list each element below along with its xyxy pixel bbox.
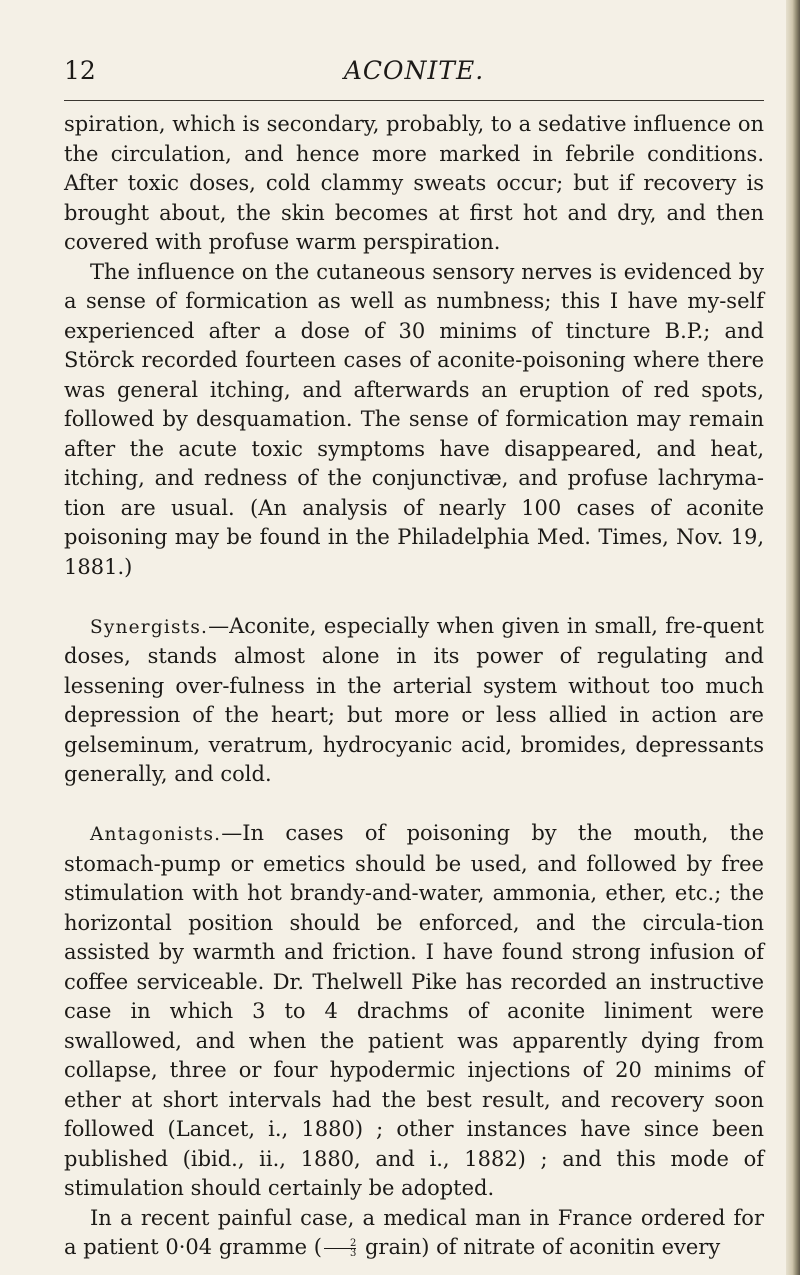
synergists-text: —Aconite, especially when given in small, fre-quent doses, stands almost alone in its power of regulating and lessening over-fulness in the arterial system without too much depression of the heart; but more or less allied in action are gelseminum, veratrum, hydrocyanic acid, bromides, depressants generally, and cold. [64,613,764,786]
paragraph-synergists [64,612,764,790]
fraction-numerator: 2 [324,1239,356,1249]
paragraph-cutaneous-nerves: The influence on the cutaneous sensory nerves is evidenced by a sense of formication as well as numbness; this I have my-self experienced after a dose of 30 minims of tincture B.P.; and Störck recorded fourteen cases of aconite-poisoning where there was general itching, and afterwards an eruption of red spots, followed by desquamation. The sense of formication may remain after the acute toxic symptoms have disappeared, and heat, itching, and redness of the conjunctivæ, and profuse lachryma-tion are usual. (An analysis of nearly 100 cases of aconite poisoning may be found in the Philadelphia Med. Times, Nov. 19, 1881.) [64,259,764,579]
fraction-denominator: 3 [349,1248,357,1259]
page-header [64,56,764,90]
body-text [64,110,764,1263]
antagonists-heading: Antagonists. [90,824,222,845]
paragraph-continuation: spiration, which is secondary, probably, to a sedative influence on the circulation, and hence more marked in febrile conditions. After toxic doses, cold clammy sweats occur; but if recovery is brought about, the skin becomes at first hot and dry, and then covered with profuse warm perspiration. [64,112,764,254]
fraction-two-thirds [324,1239,356,1258]
recent-case-text-end: grain) of nitrate of aconitin every [358,1235,721,1259]
page-number: 12 [64,56,96,85]
synergists-heading: Synergists. [90,616,209,638]
paragraph-recent-case [64,1204,764,1263]
running-title: ACONITE. [343,56,485,85]
header-rule [64,100,764,101]
page-edge-shadow [786,0,800,1275]
antagonists-text: —In cases of poisoning by the mouth, the stomach-pump or emetics should be used, and followed by free stimulation with hot brandy-and-water, ammonia, ether, etc.; the horizontal position should be enforced, and the circula-tion assisted by warmth and friction. I have found strong infusion of coffee serviceable. Dr. Thelwell Pike has recorded an instructive case in which 3 to 4 drachms of aconite liniment were swallowed, and when the patient was apparently dying from collapse, three or four hypodermic injections of 20 minims of ether at short intervals had the best result, and recovery soon followed (Lancet, i., 1880) ; other instances have since been published (ibid., ii., 1880, and i., 1882) ; and this mode of stimulation should certainly be adopted. [64,821,764,1200]
recent-case-text-start: In a recent painful case, a medical man in France ordered for a patient 0·04 gramme ( [64,1205,764,1259]
paragraph-antagonists [64,819,764,1204]
